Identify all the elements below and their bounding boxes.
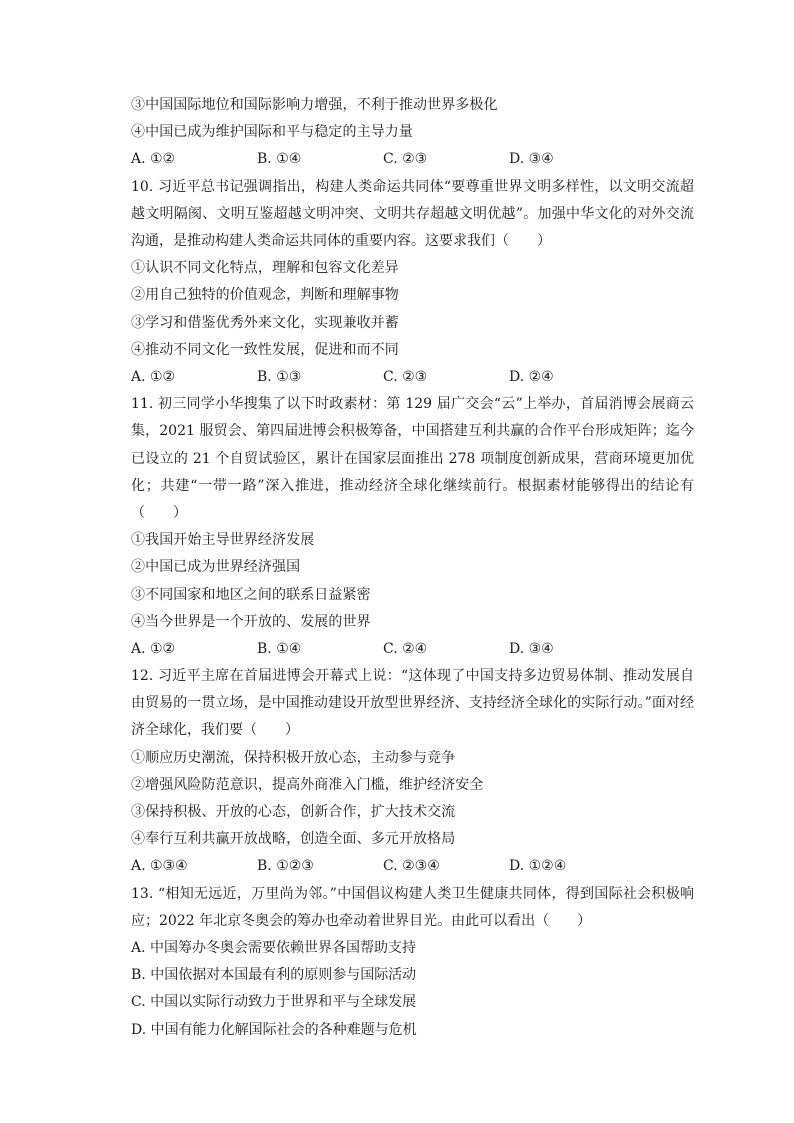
question-13	[131, 881, 694, 1044]
answer-options	[131, 364, 694, 391]
answer-options	[131, 853, 694, 880]
statement-1: ①顺应历史潮流，保持积极开放心态，主动参与竞争	[131, 749, 456, 766]
option-a: A. ①②	[131, 640, 176, 657]
option-c: C. ②④	[383, 640, 428, 657]
option-d: D. ③④	[509, 151, 554, 168]
option-c: C. ②③④	[383, 858, 440, 875]
statement-3: ③保持积极、开放的心态，创新合作，扩大技术交流	[131, 804, 456, 821]
question-11	[131, 391, 694, 663]
question-stem: 13. “相知无远近，万里尚为邻。”中国倡议构建人类卫生健康共同体，得到国际社会积极响应；2022 年北京冬奥会的筹办也牵动着世界目光。由此可以看出（ ）	[131, 885, 694, 929]
option-d: D. ③④	[509, 640, 554, 657]
statement-1: ①我国开始主导世界经济发展	[131, 532, 315, 549]
statement-4: ④奉行互利共赢开放战略，创造全面、多元开放格局	[131, 831, 456, 848]
statement-3: ③学习和借鉴优秀外来文化，实现兼收并蓄	[131, 314, 399, 331]
option-d: D. ②④	[509, 368, 554, 385]
answer-options	[131, 146, 694, 173]
statement-3: ③不同国家和地区之间的联系日益紧密	[131, 586, 371, 603]
option-c: C. ②③	[383, 151, 428, 168]
question-stem: 10. 习近平总书记强调指出，构建人类命运共同体“要尊重世界文明多样性，以文明交流超越文明隔阂、文明互鉴超越文明冲突、文明共存超越文明优越”。加强中华文化的对外交流沟通，是推动构建人类命运共同体的重要内容。这要求我们（ ）	[131, 178, 694, 249]
question-stem: 12. 习近平主席在首届进博会开幕式上说：“这体现了中国支持多边贸易体制、推动发展自由贸易的一贯立场，是中国推动建设开放型世界经济、支持经济全球化的实际行动。”面对经济全球化，我们要（ ）	[131, 668, 694, 739]
option-c: C. 中国以实际行动致力于世界和平与全球发展	[131, 994, 417, 1011]
option-b: B. ①④	[257, 151, 302, 168]
statement-2: ②用自己独特的价值观念，判断和理解事物	[131, 287, 399, 304]
option-b: B. 中国依据对本国最有利的原则参与国际活动	[131, 967, 417, 984]
option-d: D. 中国有能力化解国际社会的各种难题与危机	[131, 1021, 417, 1038]
statement-2: ②增强风险防范意识，提高外商准入门槛，维护经济安全	[131, 776, 484, 793]
statement-2: ②中国已成为世界经济强国	[131, 559, 301, 576]
question-12	[131, 663, 694, 881]
question-9-tail	[131, 92, 694, 174]
statement-4: ④推动不同文化一致性发展，促进和而不同	[131, 341, 399, 358]
option-a: A. ①③④	[131, 858, 188, 875]
option-a: A. ①②	[131, 368, 176, 385]
option-a: A. 中国筹办冬奥会需要依赖世界各国帮助支持	[131, 940, 417, 957]
option-d: D. ①②④	[509, 858, 567, 875]
question-stem: 11. 初三同学小华搜集了以下时政素材：第 129 届广交会“云”上举办，首届消博会展商云集，2021 服贸会、第四届进博会积极筹备，中国搭建互利共赢的合作平台形成矩阵；迄今已设立的 21 个自贸试验区，累计在国家层面推出 278 项制度创新成果，营商环境更加优化；共建“一带一路”深入推进，推动经济全球化继续前行。根据素材能够得出的结论有（ ）	[131, 396, 694, 521]
statement-4: ④当今世界是一个开放的、发展的世界	[131, 613, 371, 630]
statement-4: ④中国已成为维护国际和平与稳定的主导力量	[131, 124, 413, 141]
option-a: A. ①②	[131, 151, 176, 168]
option-b: B. ①④	[257, 640, 302, 657]
answer-options	[131, 636, 694, 663]
option-b: B. ①③	[257, 368, 302, 385]
option-b: B. ①②③	[257, 858, 314, 875]
question-10	[131, 174, 694, 392]
statement-3: ③中国国际地位和国际影响力增强，不利于推动世界多极化	[131, 97, 498, 113]
option-c: C. ②③	[383, 368, 428, 385]
statement-1: ①认识不同文化特点，理解和包容文化差异	[131, 260, 399, 277]
